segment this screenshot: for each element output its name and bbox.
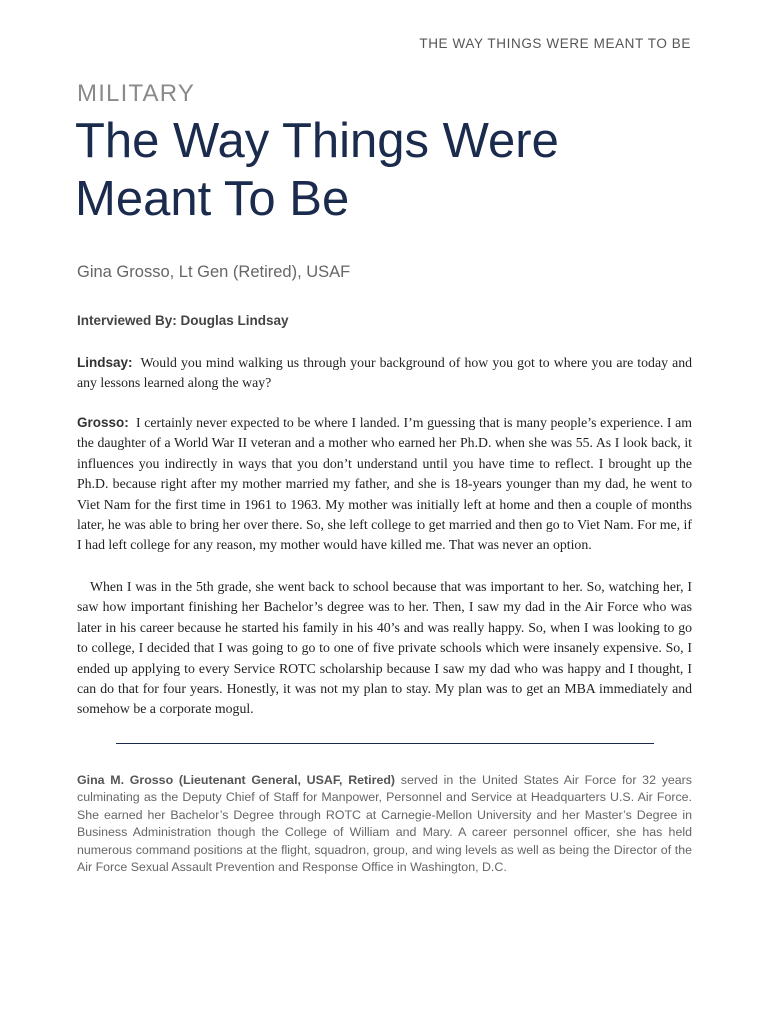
speaker-label: Grosso: bbox=[77, 415, 129, 430]
paragraph-text: When I was in the 5th grade, she went back to school because that was important to her. So, watching her, I saw how important finishing her Bachelor’s degree was to her. Then, I saw my dad in the Air Force who was later in his career because he started his family in his 40’s and was really happy. So, when I was looking to go to college, I decided that I was going to go to one of five private schools which were insanely expensive. So, I ended up applying to every Service ROTC scholarship because I saw my dad who was happy and I thought, I can do that for four years. Honestly, it was not my plan to stay. My plan was to get an MBA immediately and somehow be a corporate mogul. bbox=[77, 579, 692, 717]
bio-text: served in the United States Air Force for 32 years culminating as the Deputy Chief of Staff for Manpower, Personnel and Service at Headquarters U.S. Air Force. She earned her Bachelor’s Degree through ROTC at Carnegie-Mellon University and her Master’s Degree in Business Administration though the College of William and Mary. A career personnel officer, she has held numerous command positions at the flight, squadron, group, and wing levels as well as being the Director of the Air Force Sexual Assault Prevention and Response Office in Washington, D.C. bbox=[77, 773, 692, 875]
article-title: The Way Things Were Meant To Be bbox=[75, 114, 559, 226]
author-bio bbox=[77, 772, 692, 876]
paragraph-text: Would you mind walking us through your background of how you got to where you are today and any lessons learned along the way? bbox=[77, 355, 692, 391]
interview-paragraph-grosso bbox=[77, 413, 692, 556]
speaker-label: Lindsay: bbox=[77, 355, 133, 370]
bio-name: Gina M. Grosso (Lieutenant General, USAF, Retired) bbox=[77, 773, 396, 787]
section-divider bbox=[116, 743, 654, 744]
article-author: Gina Grosso, Lt Gen (Retired), USAF bbox=[77, 263, 351, 281]
running-header-title: THE WAY THINGS WERE MEANT TO BE bbox=[419, 36, 691, 51]
interviewer-credit: Interviewed By: Douglas Lindsay bbox=[77, 313, 289, 328]
paragraph-text: I certainly never expected to be where I landed. I’m guessing that is many people’s experience. I am the daughter of a World War II veteran and a mother who earned her Ph.D. when she was 55. As I look back, it influences you indirectly in ways that you don’t understand until you have time to reflect. I brought up the Ph.D. because right after my mother married my father, and she is 18-years younger than my dad, he went to Viet Nam for the first time in 1961 to 1963. My mother was initially left at home and then a couple of months later, he was able to bring her over there. So, she left college to get married and then go to Viet Nam. For me, if I had left college for any reason, my mother would have killed me. That was never an option. bbox=[77, 415, 692, 553]
section-label: MILITARY bbox=[77, 80, 196, 107]
interview-paragraph-lindsay bbox=[77, 353, 692, 394]
interview-paragraph-continued bbox=[77, 577, 692, 720]
